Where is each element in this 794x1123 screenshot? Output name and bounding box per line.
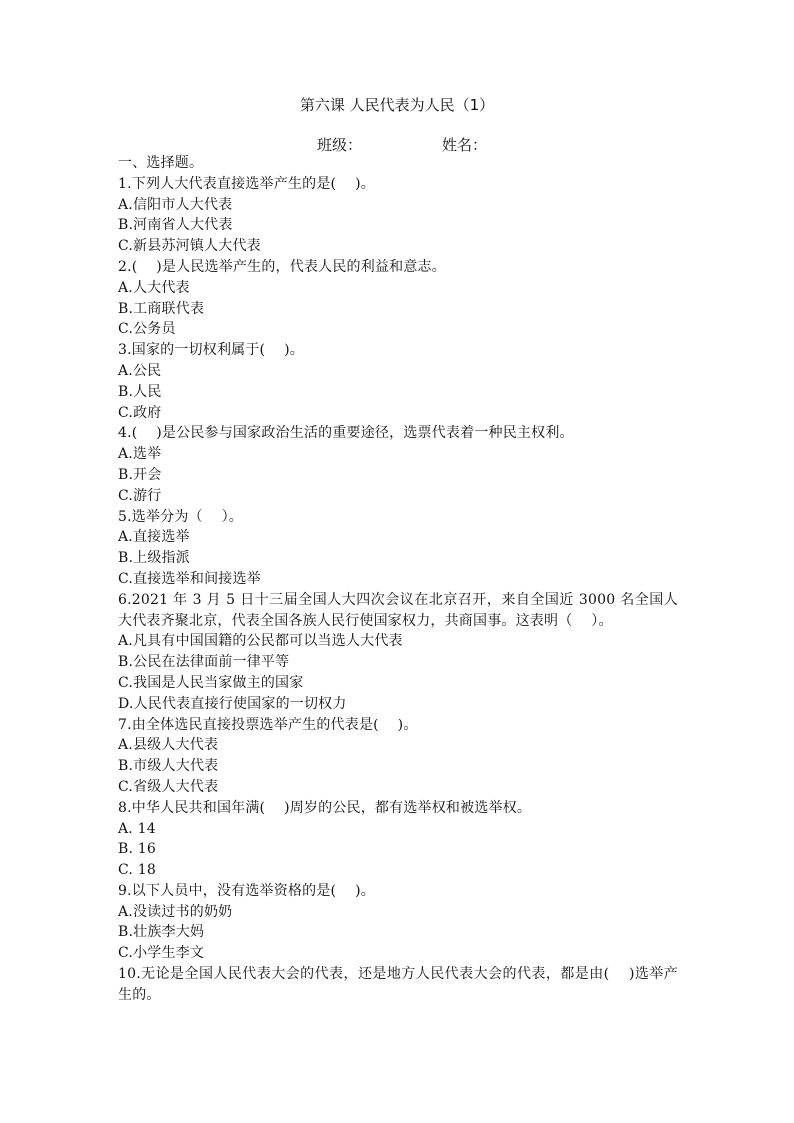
option-line: C.直接选举和间接选举 bbox=[118, 570, 261, 587]
option-line: B.壮族李大妈 bbox=[118, 924, 205, 941]
question-line: 5.选举分为（ ）。 bbox=[118, 508, 244, 525]
option-line: C.省级人大代表 bbox=[118, 778, 219, 795]
question-line: 7.由全体选民直接投票选举产生的代表是( )。 bbox=[118, 716, 418, 733]
section-heading: 一、选择题。 bbox=[118, 155, 204, 171]
option-line: C.政府 bbox=[118, 404, 162, 421]
question-line: 6.2021 年 3 月 5 日十三届全国人大四次会议在北京召开，来自全国近 3000 名全国人大代表齐聚北京，代表全国各族人民行使国家权力，共商国事。这表明（ ）。 bbox=[118, 591, 678, 629]
option-line: C.游行 bbox=[118, 487, 162, 504]
student-info bbox=[317, 134, 617, 155]
page-title: 第六课 人民代表为人民（1） bbox=[299, 96, 495, 114]
class-label: 班级： bbox=[317, 136, 363, 154]
question-line: 3.国家的一切权利属于( )。 bbox=[118, 342, 304, 359]
option-line: D.人民代表直接行使国家的一切权力 bbox=[118, 695, 347, 712]
option-line: B.河南省人大代表 bbox=[118, 217, 233, 234]
option-line: B. 16 bbox=[118, 841, 157, 858]
option-line: A.公民 bbox=[118, 362, 162, 379]
option-line: C. 18 bbox=[118, 862, 156, 879]
option-line: C.新县苏河镇人大代表 bbox=[118, 238, 261, 255]
option-line: A.没读过书的奶奶 bbox=[118, 903, 233, 920]
option-line: A.县级人大代表 bbox=[118, 737, 219, 754]
option-line: B.上级指派 bbox=[118, 550, 190, 567]
question-line: 2.( )是人民选举产生的，代表人民的利益和意志。 bbox=[118, 258, 446, 275]
name-label: 姓名： bbox=[442, 136, 488, 154]
option-line: C.公务员 bbox=[118, 321, 176, 338]
option-line: C.小学生李文 bbox=[118, 945, 205, 962]
option-line: B.公民在法律面前一律平等 bbox=[118, 654, 290, 671]
option-line: A.信阳市人大代表 bbox=[118, 196, 233, 213]
option-line: A.人大代表 bbox=[118, 279, 190, 296]
option-line: B.开会 bbox=[118, 466, 162, 483]
option-line: B.人民 bbox=[118, 383, 162, 400]
question-line: 8.中华人民共和国年满( )周岁的公民，都有选举权和被选举权。 bbox=[118, 799, 532, 816]
option-line: A.凡具有中国国籍的公民都可以当选人大代表 bbox=[118, 633, 403, 650]
option-line: B.工商联代表 bbox=[118, 300, 205, 317]
question-line: 1.下列人大代表直接选举产生的是( )。 bbox=[118, 175, 375, 192]
option-line: B.市级人大代表 bbox=[118, 758, 219, 775]
question-line: 4.( )是公民参与国家政治生活的重要途径，选票代表着一种民主权利。 bbox=[118, 425, 574, 442]
option-line: A.直接选举 bbox=[118, 529, 190, 546]
option-line: A.选举 bbox=[118, 446, 162, 463]
question-line: 10.无论是全国人民代表大会的代表，还是地方人民代表大会的代表，都是由( )选举产生的。 bbox=[118, 966, 678, 1003]
question-list bbox=[118, 153, 678, 1006]
option-line: A. 14 bbox=[118, 820, 156, 837]
question-line: 9.以下人员中，没有选举资格的是( )。 bbox=[118, 882, 375, 899]
option-line: C.我国是人民当家做主的国家 bbox=[118, 674, 304, 691]
